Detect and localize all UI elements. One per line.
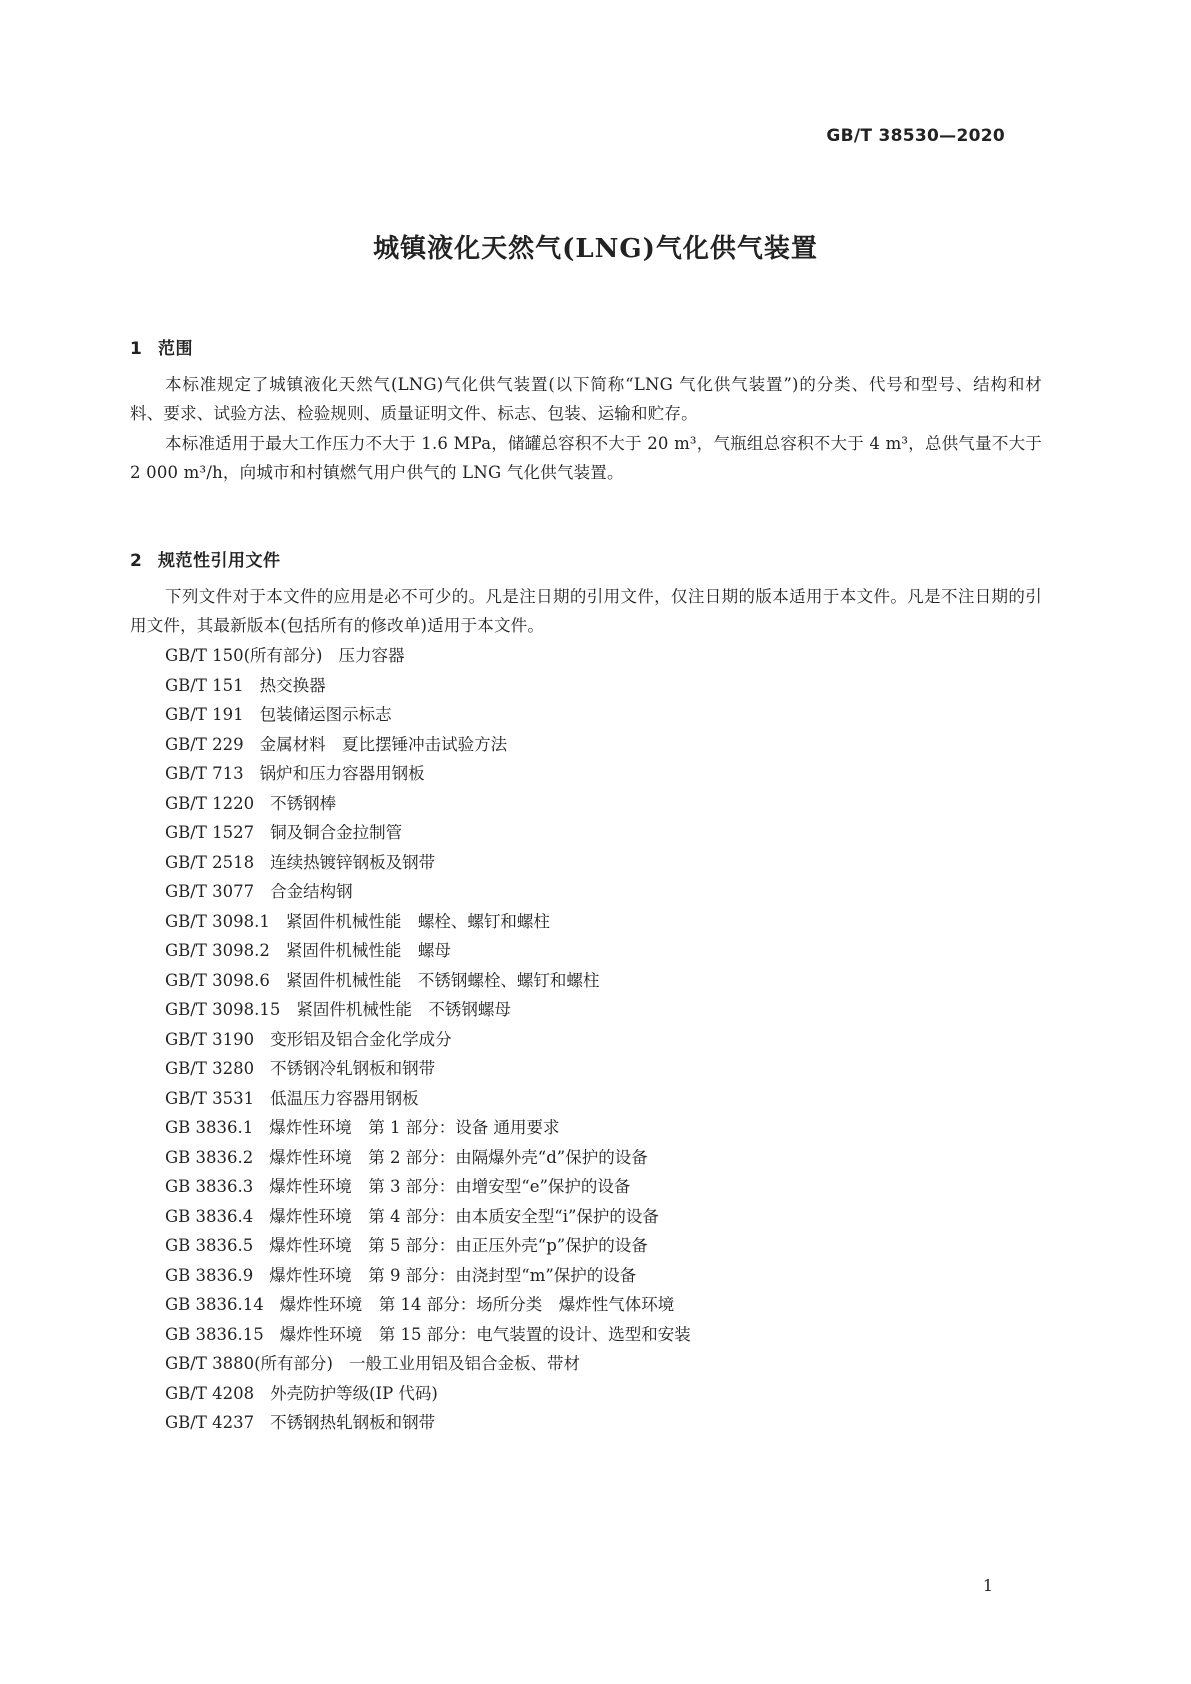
reference-item (165, 1231, 691, 1261)
reference-item (165, 877, 691, 907)
reference-item (165, 671, 691, 701)
reference-title: 不锈钢热轧钢板和钢带 (270, 1413, 436, 1432)
reference-item (165, 907, 691, 937)
scope-paragraph-1: 本标准规定了城镇液化天然气(LNG)气化供气装置(以下简称“LNG 气化供气装置”)的分类、代号和型号、结构和材料、要求、试验方法、检验规则、质量证明文件、标志、包装、运输和贮存。 (130, 375, 1042, 423)
reference-title: 爆炸性环境 第 3 部分：由增安型“e”保护的设备 (269, 1177, 631, 1196)
reference-title: 爆炸性环境 第 9 部分：由浇封型“m”保护的设备 (269, 1265, 637, 1285)
reference-item (165, 966, 691, 996)
reference-code: GB 3836.1 (165, 1118, 254, 1137)
reference-title: 压力容器 (338, 646, 405, 665)
scope-paragraph-2: 本标准适用于最大工作压力不大于 1.6 MPa，储罐总容积不大于 20 m³，气瓶组总容积不大于 4 m³，总供气量不大于 2 000 m³/h，向城市和村镇燃气用户供气的 LNG 气化供气装置。 (130, 434, 1042, 482)
standard-code: GB/T 38530—2020 (826, 126, 1005, 146)
reference-title: 紧固件机械性能 不锈钢螺母 (296, 1000, 511, 1019)
reference-title: 爆炸性环境 第 1 部分：设备 通用要求 (269, 1118, 560, 1137)
reference-code: GB/T 2518 (165, 852, 255, 872)
document-title: 城镇液化天然气(LNG)气化供气装置 (373, 234, 818, 264)
reference-code: GB/T 1220 (165, 793, 255, 813)
reference-title: 连续热镀锌钢板及钢带 (270, 852, 436, 872)
reference-code: GB/T 150(所有部分) (165, 646, 323, 665)
reference-code: GB/T 1527 (165, 823, 255, 842)
reference-item (165, 641, 691, 671)
reference-item (165, 1054, 691, 1084)
reference-title: 外壳防护等级(IP 代码) (270, 1383, 438, 1403)
reference-code: GB/T 713 (165, 764, 244, 783)
reference-item (165, 1290, 691, 1320)
reference-title: 变形铝及铝合金化学成分 (270, 1029, 452, 1049)
section-heading-normative-references (130, 546, 281, 571)
section-number: 2 (130, 551, 143, 571)
reference-item (165, 1408, 691, 1438)
section-title: 范围 (158, 339, 193, 359)
reference-code: GB/T 229 (165, 734, 244, 754)
reference-title: 紧固件机械性能 不锈钢螺栓、螺钉和螺柱 (285, 970, 600, 990)
reference-item (165, 1320, 691, 1350)
reference-title: 爆炸性环境 第 15 部分：电气装置的设计、选型和安装 (279, 1324, 691, 1344)
references-intro-paragraph: 下列文件对于本文件的应用是必不可少的。凡是注日期的引用文件，仅注日期的版本适用于本文件。凡是不注日期的引用文件，其最新版本(包括所有的修改单)适用于本文件。 (130, 587, 1042, 635)
reference-item (165, 1202, 691, 1232)
reference-item (165, 1084, 691, 1114)
reference-code: GB/T 3098.6 (165, 970, 270, 990)
reference-item (165, 1172, 691, 1202)
reference-item (165, 1025, 691, 1055)
reference-item (165, 1349, 691, 1379)
section-heading-scope (130, 334, 193, 359)
reference-title: 紧固件机械性能 螺母 (285, 941, 451, 960)
reference-title: 金属材料 夏比摆锤冲击试验方法 (259, 734, 508, 754)
reference-code: GB/T 3098.1 (165, 911, 270, 931)
reference-title: 爆炸性环境 第 5 部分：由正压外壳“p”保护的设备 (269, 1236, 648, 1255)
reference-title: 爆炸性环境 第 14 部分：场所分类 爆炸性气体环境 (279, 1295, 675, 1314)
reference-code: GB/T 3077 (165, 882, 255, 901)
reference-item (165, 936, 691, 966)
reference-code: GB/T 3880(所有部分) (165, 1354, 333, 1373)
reference-code: GB/T 3098.15 (165, 1000, 281, 1019)
reference-code: GB/T 3531 (165, 1088, 255, 1108)
reference-code: GB 3836.3 (165, 1177, 254, 1196)
reference-title: 紧固件机械性能 螺栓、螺钉和螺柱 (285, 911, 550, 931)
reference-title: 包装储运图示标志 (259, 705, 392, 724)
reference-code: GB 3836.2 (165, 1147, 254, 1167)
reference-title: 爆炸性环境 第 2 部分：由隔爆外壳“d”保护的设备 (269, 1147, 648, 1167)
reference-list (165, 641, 691, 1438)
reference-title: 不锈钢棒 (270, 793, 337, 813)
reference-code: GB/T 4237 (165, 1413, 255, 1432)
reference-item (165, 1143, 691, 1173)
reference-code: GB 3836.15 (165, 1324, 264, 1344)
reference-code: GB/T 3098.2 (165, 941, 270, 960)
reference-item (165, 1261, 691, 1291)
reference-code: GB/T 4208 (165, 1383, 255, 1403)
reference-title: 合金结构钢 (270, 882, 353, 901)
reference-code: GB/T 3190 (165, 1029, 255, 1049)
reference-title: 热交换器 (259, 675, 326, 695)
reference-item (165, 1379, 691, 1409)
reference-title: 低温压力容器用钢板 (270, 1088, 419, 1108)
reference-item (165, 759, 691, 789)
reference-code: GB 3836.14 (165, 1295, 264, 1314)
reference-item (165, 700, 691, 730)
section-title: 规范性引用文件 (158, 551, 281, 571)
reference-item (165, 789, 691, 819)
section-number: 1 (130, 339, 143, 359)
reference-code: GB 3836.4 (165, 1206, 254, 1226)
reference-title: 锅炉和压力容器用钢板 (259, 764, 425, 783)
reference-item (165, 1113, 691, 1143)
reference-title: 铜及铜合金拉制管 (270, 823, 403, 842)
reference-item (165, 730, 691, 760)
reference-title: 爆炸性环境 第 4 部分：由本质安全型“i”保护的设备 (269, 1206, 659, 1226)
reference-code: GB/T 3280 (165, 1059, 255, 1078)
reference-code: GB 3836.9 (165, 1265, 254, 1285)
reference-title: 一般工业用铝及铝合金板、带材 (348, 1354, 580, 1373)
reference-item (165, 848, 691, 878)
reference-item (165, 995, 691, 1025)
reference-code: GB 3836.5 (165, 1236, 254, 1255)
reference-title: 不锈钢冷轧钢板和钢带 (270, 1059, 436, 1078)
reference-code: GB/T 191 (165, 705, 244, 724)
page-number: 1 (982, 1576, 993, 1595)
reference-item (165, 818, 691, 848)
reference-code: GB/T 151 (165, 675, 244, 695)
